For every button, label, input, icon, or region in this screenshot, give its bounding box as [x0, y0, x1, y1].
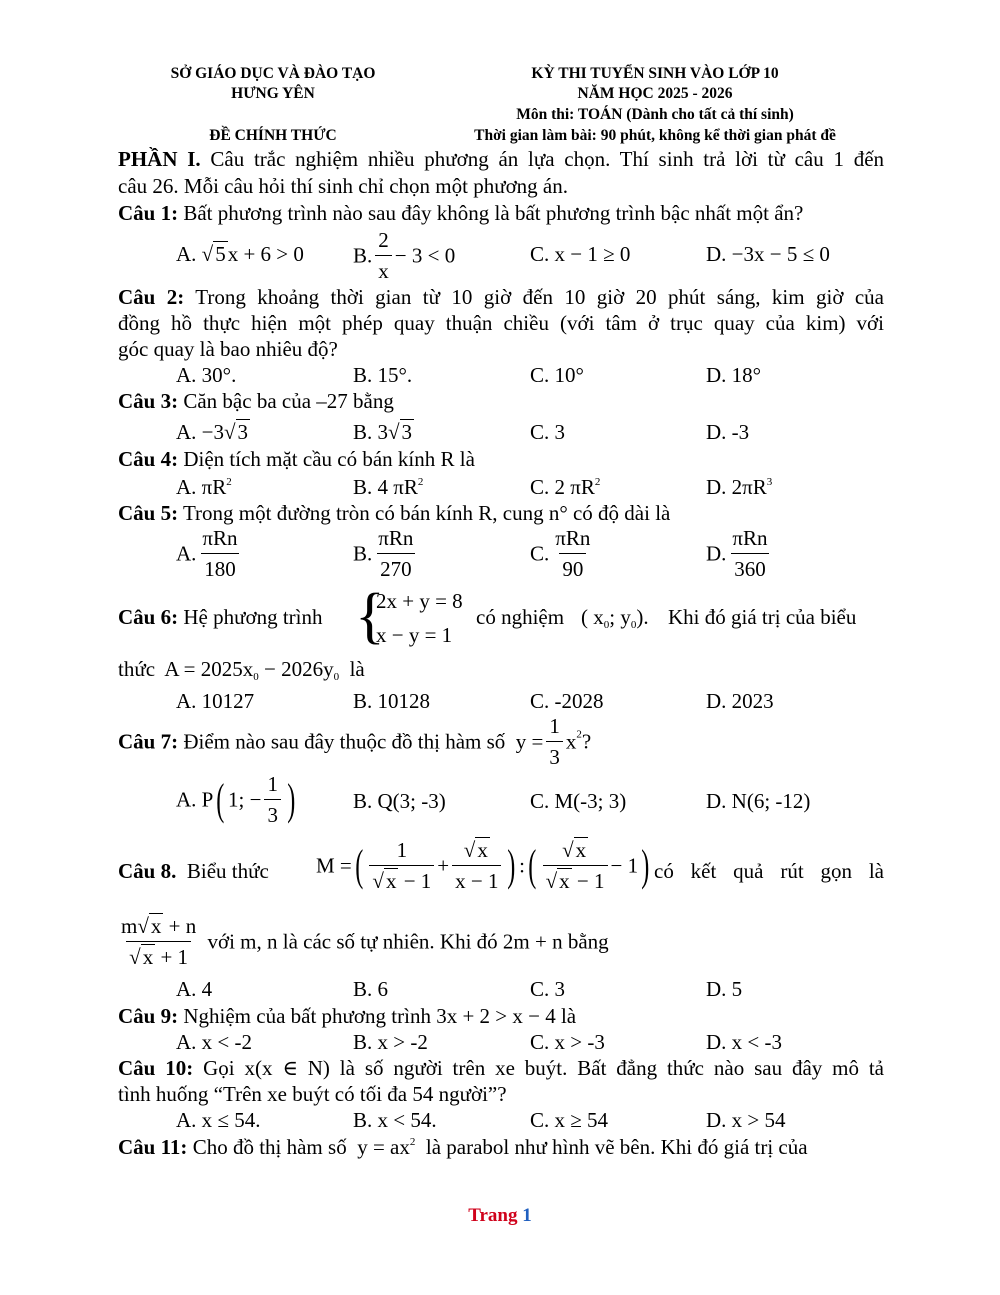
q9-option-a: A. x < -2	[176, 1030, 253, 1054]
q2-option-c: C. 10°	[530, 363, 584, 387]
q2-line1: Trong khoảng thời gian từ 10 giờ đến 10 giờ 20 phút sáng, kim giờ của	[195, 285, 884, 309]
q1-option-a: A. √5x + 6 > 0	[176, 242, 304, 266]
q9-label: Câu 9:	[118, 1004, 179, 1028]
q6-sol-close: ).	[636, 605, 649, 629]
q2-option-d: D. 18°	[706, 363, 762, 387]
q4-d-exp: 3	[766, 476, 773, 488]
q5-d-letter: D.	[706, 541, 727, 566]
q5-a-num: πRn	[202, 526, 238, 550]
question-11	[118, 1134, 808, 1160]
q8-f3-den: √x − 1	[543, 865, 608, 893]
question-6	[118, 604, 322, 630]
q5-label: Câu 5:	[118, 501, 179, 525]
q7-fn-exp: 2	[576, 728, 582, 741]
q7-a-in: 1; −	[228, 787, 262, 812]
q6-label: Câu 6:	[118, 605, 179, 629]
part1-intro-line1	[118, 146, 884, 172]
q6-expr-sub1: 0	[253, 671, 259, 683]
q6-eq1: 2x + y = 8	[376, 589, 463, 613]
q6-sol-open: ( x	[581, 605, 604, 629]
q11-fn-exp: 2	[409, 1136, 416, 1148]
q3-option-a: A. −3√3	[176, 420, 249, 444]
q4-option-d	[706, 474, 772, 500]
q7-label: Câu 7:	[118, 729, 179, 754]
q7-a-den: 3	[264, 799, 281, 827]
department-name: SỞ GIÁO DỤC VÀ ĐÀO TẠO	[170, 65, 376, 82]
q10-line2: tình huống “Trên xe buýt có tối đa 54 người”?	[118, 1082, 507, 1106]
q5-a-fraction	[199, 526, 240, 581]
q8-rparen1: )	[507, 840, 516, 890]
question-5	[118, 500, 884, 526]
q8-f3-den-rad: x	[559, 869, 570, 894]
q8-text3: với m, n là các số tự nhiên. Khi đó 2m + n bằng	[207, 929, 609, 954]
q7-option-d: D. N(6; -12)	[706, 789, 811, 813]
q8-f1-den: √x − 1	[369, 865, 434, 893]
q4-a-text: A. πR	[176, 475, 227, 499]
q4-c-exp: 2	[594, 476, 601, 488]
question-10	[118, 1055, 884, 1081]
q9-text: Nghiệm của bất phương trình 3x + 2 > x − 4 là	[183, 1004, 577, 1028]
q8-rparen2: )	[641, 840, 650, 890]
q8-result-line	[118, 914, 609, 969]
official-exam-label: ĐỀ CHÍNH THỨC	[209, 127, 337, 144]
q5-d-num: πRn	[732, 526, 768, 550]
q8-r-num-post: + n	[163, 914, 197, 938]
q6-expr-a: A = 2025x	[164, 657, 254, 681]
q7-text: Điểm nào sau đây thuộc đồ thị hàm số	[183, 729, 506, 754]
q4-b-text: B. 4 πR	[353, 475, 418, 499]
question-3	[118, 388, 884, 414]
q7-option-c: C. M(-3; 3)	[530, 789, 627, 813]
q1-b-rest: − 3 < 0	[394, 243, 456, 268]
q4-c-text: C. 2 πR	[530, 475, 595, 499]
footer-label: Trang	[468, 1205, 518, 1226]
q7-fn-den: 3	[546, 741, 563, 769]
question-8	[118, 858, 269, 884]
q6-sol-sub2: 0	[630, 619, 637, 631]
q8-option-d: D. 5	[706, 977, 743, 1001]
q5-b-den: 270	[377, 553, 415, 581]
question-2	[118, 284, 884, 310]
q6-text3: Khi đó giá trị của biểu	[668, 605, 857, 629]
school-year: NĂM HỌC 2025 - 2026	[577, 85, 733, 102]
q3-b-pre: B. 3	[353, 420, 389, 444]
q5-d-den: 360	[731, 553, 769, 581]
q4-option-b	[353, 474, 423, 500]
q8-r-den: √x + 1	[126, 941, 191, 969]
q1-a-rest: x + 6 > 0	[227, 242, 304, 266]
q10-line1: Gọi x(x ∈ N) là số người trên xe buýt. Bất đẳng thức nào sau đây mô tả	[203, 1056, 884, 1080]
q11-fn: y = ax	[357, 1135, 410, 1159]
q9-option-d: D. x < -3	[706, 1030, 783, 1054]
q7-fn-pre: y =	[515, 729, 544, 754]
q8-expression	[316, 838, 653, 893]
time-limit-line: Thời gian làm bài: 90 phút, không kể thời gian phát đề	[474, 127, 836, 144]
q8-frac3	[543, 838, 608, 893]
q2-line2: đồng hồ thực hiện một phép quay thuận chiều (với tâm ở trục quay của kim) với	[118, 311, 884, 335]
q1-b-letter: B.	[353, 243, 373, 268]
q2-label: Câu 2:	[118, 285, 185, 309]
q9-option-b: B. x > -2	[353, 1030, 428, 1054]
q8-f1-den-post: − 1	[398, 869, 432, 894]
q3-b-radicand: 3	[401, 420, 413, 444]
q8-option-c: C. 3	[530, 977, 566, 1001]
q6-text2: có nghiệm	[476, 605, 565, 629]
q8-f3-num: √x	[562, 838, 587, 862]
question-7	[118, 714, 591, 769]
q6-expr-b: − 2026y	[258, 657, 334, 681]
q8-f3-num-rad: x	[575, 838, 587, 862]
q2-option-a: A. 30°.	[176, 363, 237, 387]
q3-label: Câu 3:	[118, 389, 179, 413]
q8-r-num-rad: x	[150, 914, 162, 938]
q6-line2-post: là	[349, 657, 365, 681]
q6-sol-mid: ; y	[609, 605, 631, 629]
q6-expr-sub2: 0	[333, 671, 340, 683]
q3-option-d: D. -3	[706, 420, 750, 444]
q5-b-num: πRn	[378, 526, 414, 550]
q4-a-exp: 2	[226, 476, 232, 488]
q8-option-b: B. 6	[353, 977, 389, 1001]
question-9	[118, 1003, 884, 1029]
q8-r-num-pre: m	[121, 914, 138, 938]
q7-fn-x: x	[565, 729, 577, 754]
q8-r-den-post: + 1	[155, 945, 189, 970]
q10-option-a: A. x ≤ 54.	[176, 1108, 261, 1132]
q5-option-a	[176, 526, 244, 581]
q8-lparen2: (	[528, 840, 537, 890]
q5-d-fraction	[729, 526, 770, 581]
q4-option-a	[176, 474, 232, 500]
q1-text: Bất phương trình nào sau đây không là bất phương trình bậc nhất một ẩn?	[183, 201, 804, 225]
q1-a-letter: A.	[176, 242, 197, 266]
q6-option-a: A. 10127	[176, 689, 255, 713]
q4-text: Diện tích mặt cầu có bán kính R là	[183, 447, 475, 471]
q5-b-fraction	[375, 526, 416, 581]
question-1	[118, 200, 884, 226]
q4-label: Câu 4:	[118, 447, 179, 471]
q5-c-num: πRn	[555, 526, 591, 550]
q9-option-c: C. x > -3	[530, 1030, 605, 1054]
q5-a-den: 180	[201, 553, 239, 581]
q8-f2-num-rad: x	[477, 838, 488, 862]
part1-text2: câu 26. Mỗi câu hỏi thí sinh chỉ chọn một phương án.	[118, 174, 569, 198]
q3-option-c: C. 3	[530, 420, 566, 444]
q8-f3-den-post: − 1	[571, 869, 605, 894]
q5-b-letter: B.	[353, 541, 373, 566]
q8-colon: :	[519, 853, 525, 878]
q5-text: Trong một đường tròn có bán kính R, cung n° có độ dài là	[182, 501, 671, 525]
q6-system-brace: {	[355, 582, 385, 650]
q8-lparen1: (	[355, 840, 364, 890]
q1-option-b	[353, 228, 455, 283]
q6-option-d: D. 2023	[706, 689, 774, 713]
q10-option-b: B. x < 54.	[353, 1108, 437, 1132]
q5-c-letter: C.	[530, 541, 550, 566]
q8-frac2	[452, 838, 501, 893]
q1-label: Câu 1:	[118, 201, 179, 225]
q5-a-letter: A.	[176, 541, 197, 566]
q1-b-den: x	[375, 255, 392, 283]
q8-m-eq: M =	[316, 853, 352, 878]
page-footer	[0, 1204, 1000, 1228]
q8-option-a: A. 4	[176, 977, 213, 1001]
province-name: HƯNG YÊN	[231, 85, 315, 102]
q11-text1: Cho đồ thị hàm số	[192, 1135, 347, 1159]
q4-d-text: D. 2πR	[706, 475, 767, 499]
q6-option-b: B. 10128	[353, 689, 431, 713]
q8-text1: Biểu thức	[186, 859, 269, 883]
q7-a-lparen: (	[216, 774, 225, 824]
q1-b-num: 2	[378, 228, 389, 252]
q5-option-d	[706, 526, 774, 581]
q1-a-radicand: 5	[215, 242, 226, 266]
q7-option-a	[176, 772, 299, 827]
q6-text1: Hệ phương trình	[183, 605, 323, 629]
q5-c-fraction	[552, 526, 593, 581]
q8-minus1: − 1	[610, 853, 639, 878]
q3-option-b: B. 3√3	[353, 420, 413, 444]
q6-expression-line	[118, 656, 365, 685]
q1-b-fraction	[375, 228, 392, 283]
q3-a-radicand: 3	[237, 420, 249, 444]
q7-fn-fraction	[546, 714, 563, 769]
q4-b-exp: 2	[417, 476, 424, 488]
q11-text2: là parabol như hình vẽ bên. Khi đó giá trị của	[425, 1135, 808, 1159]
part1-label: PHẦN I.	[118, 147, 201, 171]
q10-label: Câu 10:	[118, 1056, 194, 1080]
q8-r-num: m√x + n	[121, 914, 197, 938]
subject-line: Môn thi: TOÁN (Dành cho tất cả thí sinh)	[516, 106, 794, 123]
q7-a-pre: A. P	[176, 787, 214, 812]
q11-label: Câu 11:	[118, 1135, 188, 1159]
q1-option-c: C. x − 1 ≥ 0	[530, 242, 631, 266]
q8-frac1	[369, 838, 434, 893]
q2-option-b: B. 15°.	[353, 363, 413, 387]
q5-c-den: 90	[559, 553, 586, 581]
q7-a-rparen: )	[287, 774, 296, 824]
q5-option-c	[530, 526, 596, 581]
exam-title: KỲ THI TUYỂN SINH VÀO LỚP 10	[531, 65, 779, 82]
part1-text1: Câu trắc nghiệm nhiều phương án lựa chọn. Thí sinh trả lời từ câu 1 đến	[210, 147, 885, 171]
q8-plus: +	[437, 853, 450, 878]
q8-f2-den: x − 1	[452, 865, 501, 893]
q8-text2: có kết quả rút gọn là	[654, 859, 884, 883]
q3-text: Căn bậc ba của –27 bằng	[183, 389, 394, 413]
q5-option-b	[353, 526, 419, 581]
q6-sol-sub1: 0	[603, 619, 610, 631]
q2-line3: góc quay là bao nhiêu độ?	[118, 337, 338, 361]
q3-a-pre: A. −3	[176, 420, 225, 444]
q10-option-c: C. x ≥ 54	[530, 1108, 609, 1132]
q7-option-b: B. Q(3; -3)	[353, 789, 446, 813]
q8-f2-num: √x	[463, 838, 488, 862]
q7-fn-post: ?	[581, 729, 592, 754]
q8-r-den-rad: x	[142, 945, 154, 970]
q7-fn-num: 1	[549, 714, 560, 738]
q7-a-fraction	[264, 772, 281, 827]
q8-label: Câu 8.	[118, 859, 177, 883]
page-number: 1	[522, 1205, 532, 1226]
q4-option-c	[530, 474, 600, 500]
q6-line2-pre: thức	[118, 657, 156, 681]
q1-option-d: D. −3x − 5 ≤ 0	[706, 242, 830, 266]
q7-a-num: 1	[267, 772, 278, 796]
q8-result-fraction	[118, 914, 199, 969]
q6-option-c: C. -2028	[530, 689, 604, 713]
q10-option-d: D. x > 54	[706, 1108, 786, 1132]
question-4	[118, 446, 884, 472]
q8-f1-den-rad: x	[385, 869, 397, 894]
q6-solution	[581, 604, 649, 633]
q6-eq2: x − y = 1	[376, 623, 453, 647]
q8-f1-num: 1	[396, 838, 408, 862]
